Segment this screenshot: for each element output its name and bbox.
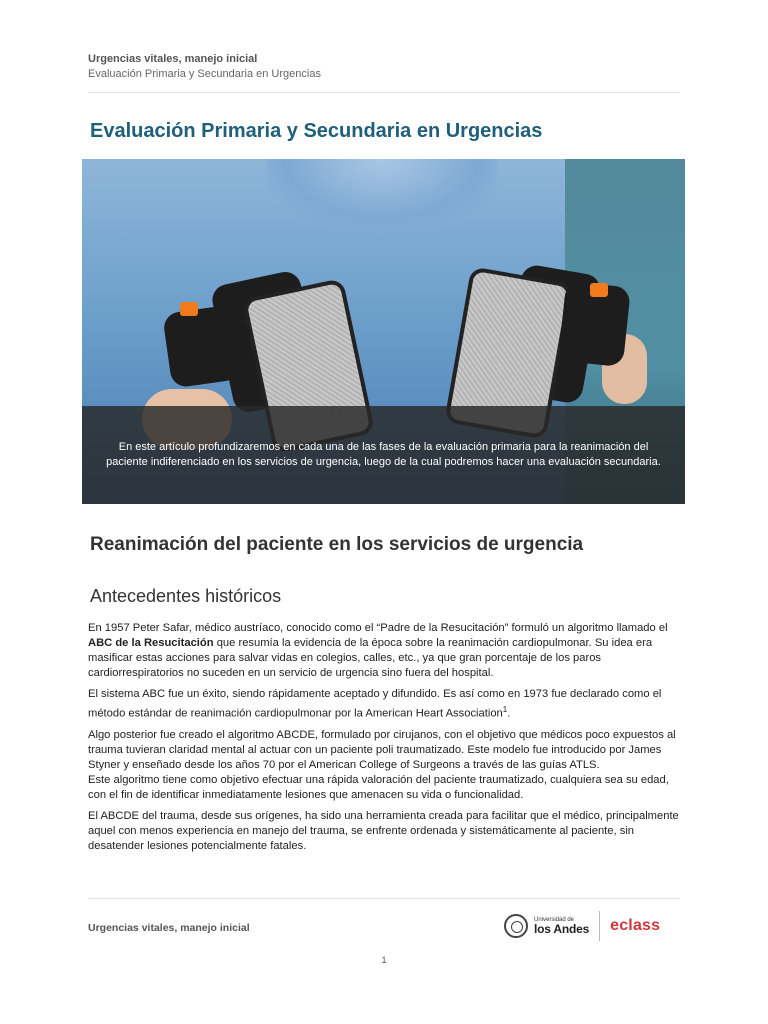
- header-subtitle: Evaluación Primaria y Secundaria en Urgencias: [88, 68, 321, 80]
- left-paddle-button: [180, 302, 198, 316]
- page-number: 1: [381, 955, 387, 965]
- paragraph: El ABCDE del trauma, desde sus orígenes, ha sido una herramienta creada para facilitar que el médico, principalmente aquel con menos experiencia en manejo del trauma, se enfrente ordenada y sistemáticamente al paciente, sin desatender lesiones potencialmente fatales.: [88, 809, 679, 852]
- eclass-logo: eclass: [610, 917, 661, 934]
- university-logo: Universidad de los Andes: [534, 917, 590, 936]
- footnote-ref: 1: [502, 705, 508, 714]
- right-paddle-button: [590, 283, 608, 297]
- paragraph: El sistema ABC fue un éxito, siendo rápidamente aceptado y difundido. Es así como en 1973 fue declarado como el método estándar de reanimación cardiopulmonar por la American Heart Association$^1$.: [88, 688, 662, 720]
- footer-course-name: Urgencias vitales, manejo inicial: [88, 922, 250, 934]
- hero-image: [82, 159, 685, 504]
- logo-separator: [599, 911, 600, 941]
- page-title: Evaluación Primaria y Secundaria en Urgencias: [90, 120, 543, 142]
- paragraph: Algo posterior fue creado el algoritmo ABCDE, formulado por cirujanos, con el objetivo que médicos poco expuestos al trauma tuvieran claridad mental al actuar con un paciente poli traumatizado. Este modelo fue introducido por James Styner y enseñado desde los años 70 por el American College of Surgeons a través de las guías ATLS. Este algoritmo tiene como objetivo efectuar una rápida valoración del paciente traumatizado, cualquiera sea su edad, con el fin de identificar inmediatamente lesiones que amenacen su vida o funcionalidad.: [88, 728, 676, 801]
- page-header: [88, 52, 680, 82]
- university-seal-icon: [504, 914, 528, 938]
- footer-logos: [504, 908, 680, 944]
- hero-caption-box: [82, 406, 685, 504]
- bold-term: ABC de la Resucitación: [88, 637, 214, 649]
- header-divider: [88, 92, 680, 93]
- header-course-name: Urgencias vitales, manejo inicial: [88, 53, 258, 65]
- section-title: Reanimación del paciente en los servicios de urgencia: [90, 534, 584, 555]
- subsection-title: Antecedentes históricos: [90, 586, 282, 606]
- hero-caption: En este artículo profundizaremos en cada una de las fases de la evaluación primaria para la reanimación del paciente indiferenciado en los servicios de urgencia, luego de la cual podremos hacer una evaluación secundaria.: [106, 441, 661, 468]
- paragraph: En 1957 Peter Safar, médico austríaco, conocido como el “Padre de la Resucitación” formuló un algoritmo llamado el ABC de la Resucitación que resumía la evidencia de la época sobre la reanimación cardiopulmonar. Su idea era masificar estas acciones para salvar vidas en colegios, calles, etc., ya que gran porcentaje de los paros cardiorrespiratorios no suceden en un servicio de urgencia sino fuera del hospital.: [88, 622, 668, 679]
- article-body: [88, 621, 680, 860]
- footer-divider: [88, 898, 680, 899]
